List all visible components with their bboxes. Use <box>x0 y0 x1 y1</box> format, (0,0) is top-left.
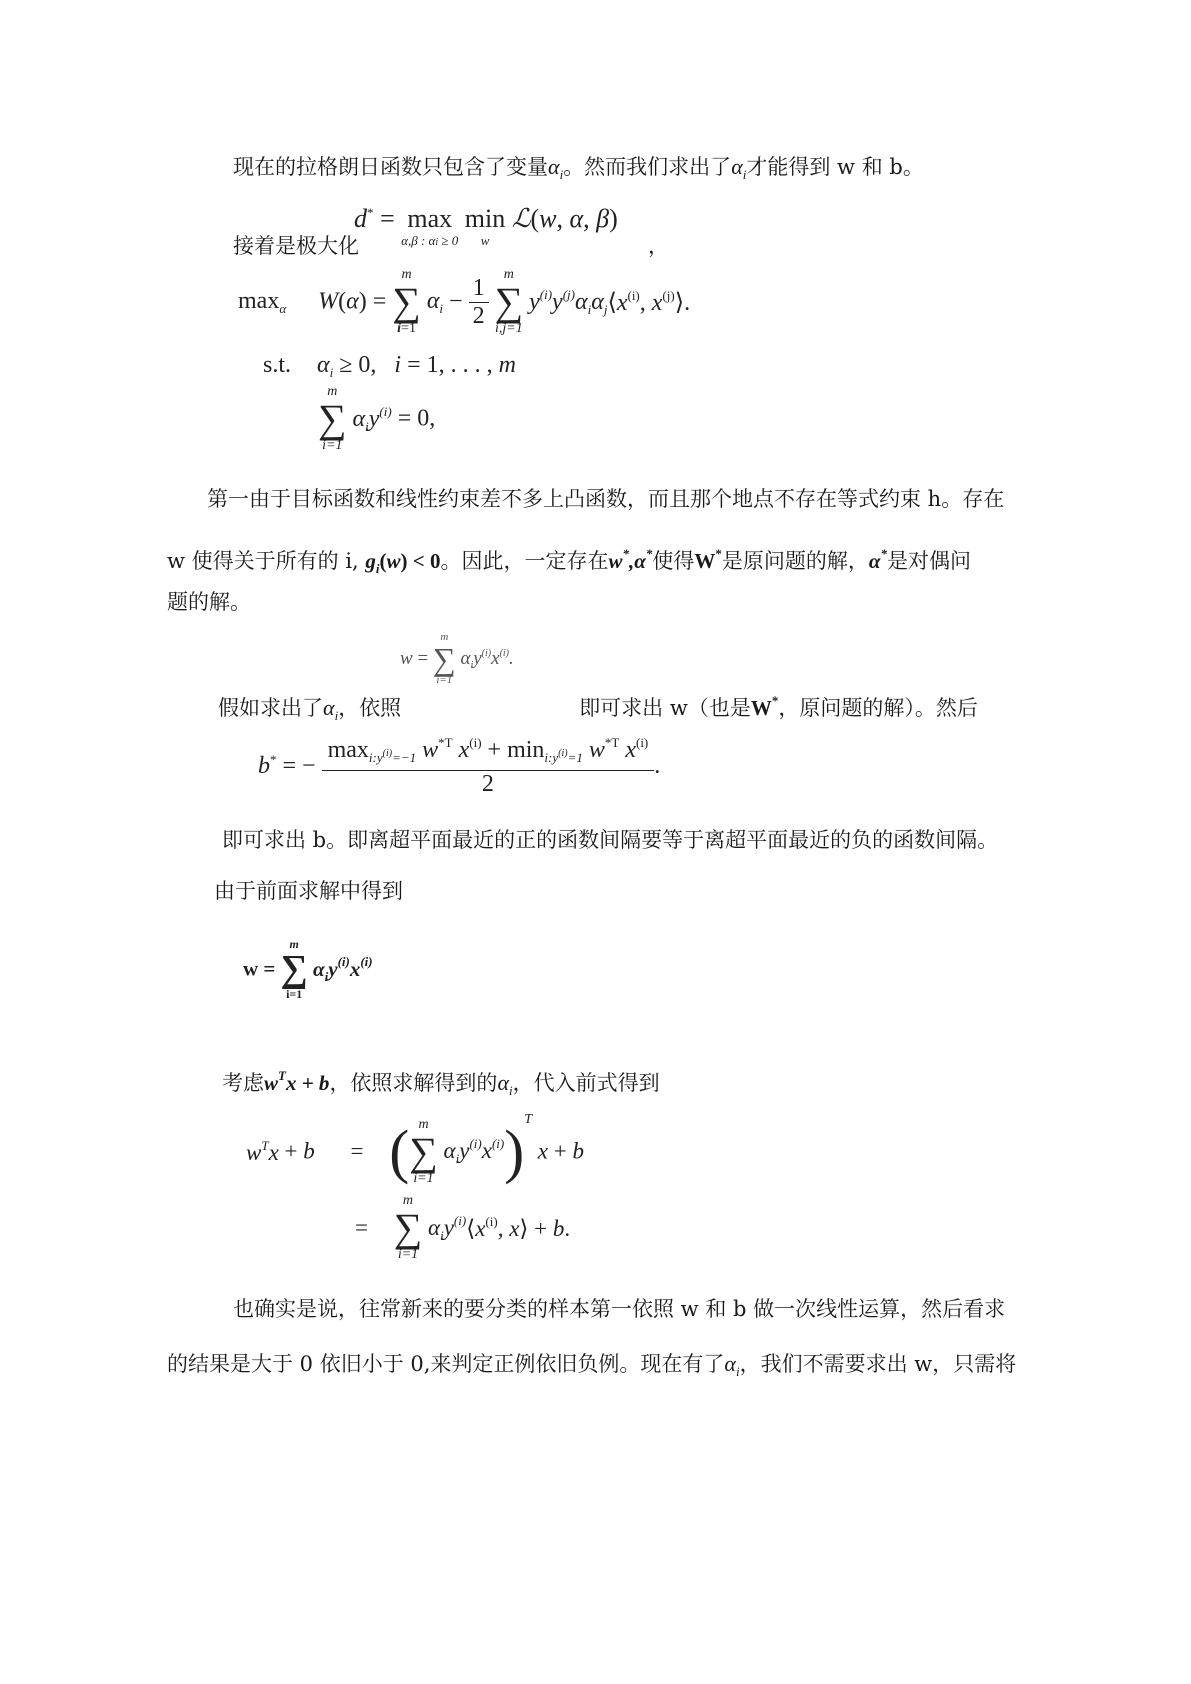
dual-objective: $\max_\alpha W(\alpha)$ = m ∑ i=1 $\alpha_i$ − $\frac{1}{2}$ m ∑ i,j=1 $y^{(i)}y^{(j)}\alpha_i\alpha_j⟨x^{(i)}$, $x^{(j)}⟩$. <box>238 267 691 336</box>
para3-line3: 题的解。 <box>167 590 251 614</box>
alpha-i-symbol: $\alpha_i$ <box>497 1070 513 1098</box>
kernel-expansion-line1: $w^Tx + b$ = ( m ∑ i=1 $\alpha_iy^{(i)}x^{(i)})^T$ x + b <box>246 1112 584 1186</box>
dual-equation: d* = max α,β : αi ≥ 0 min w ℒ(w, α, β) <box>354 204 618 248</box>
para5-line1: 即可求出 b。即离超平面最近的正的函数间隔要等于离超平面最近的负的函数间隔。 <box>222 828 999 852</box>
linear-expr-symbol: $w^Tx + b$ <box>264 1068 330 1095</box>
kernel-expansion-line2: = m ∑ i=1 $\alpha_iy^{(i)}⟨x^{(i)}$, x⟩ + b. <box>355 1193 571 1262</box>
dual-constraint-1: s.t. $\alpha_i \ge 0$, i = 1, . . . , m <box>263 352 516 380</box>
b-star-formula: b* = − $\frac{\max_{i:y^{(i)}=-1} w^{*T} x^{(i)} + \min_{i:y^{(i)}=1} w^{*T} x^{(i)}}{2}$ . <box>258 735 661 797</box>
para2-lead: 接着是极大化 <box>233 234 359 258</box>
w-star-symbol: W* <box>750 693 779 720</box>
alpha-i-symbol: $\alpha_i$ <box>548 154 564 182</box>
alpha-i-symbol: $\alpha_i$ <box>731 154 747 182</box>
para1: 现在的拉格朗日函数只包含了变量$\alpha_i$。然而我们求出了$\alpha_i$才能得到 w 和 b。 <box>233 154 924 182</box>
w-sum-formula: w = m ∑ i=1 $\alpha_iy^{(i)}x^{(i)}$ <box>243 937 373 1001</box>
dual-constraint-2: m ∑ i=1 $\alpha_iy^{(i)} = 0$, <box>318 384 436 453</box>
para6: 考虑$w^Tx + b$，依照求解得到的$\alpha_i$，代入前式得到 <box>222 1068 660 1098</box>
para3-line2: w 使得关于所有的 i, $g_i(w) < 0$。因此，一定存在w*,α*使得W*是原问题的解，α*是对偶问 <box>167 546 972 576</box>
alpha-i-symbol: $\alpha_i$ <box>323 695 339 723</box>
w-star-alpha-star-symbol: w*,α* <box>608 546 653 573</box>
w-star-symbol: W* <box>694 546 722 573</box>
para5-line2: 由于前面求解中得到 <box>214 879 403 903</box>
constraint-symbol: $g_i(w) < 0$ <box>365 549 441 576</box>
para4: 假如求出了$\alpha_i$，依照 即可求出 w（也是W*，原问题的解）。然后 <box>218 693 978 723</box>
w-formula: w = m ∑ i=1 $\alpha_iy^{(i)}x^{(i)}$. <box>400 631 514 686</box>
para3-line1: 第一由于目标函数和线性约束差不多上凸函数，而且那个地点不存在等式约束 h。存在 <box>207 487 1005 511</box>
alpha-i-symbol: $\alpha_i$ <box>724 1351 740 1379</box>
alpha-star-symbol: α* <box>868 546 888 573</box>
para7-line1: 也确实是说，往常新来的要分类的样本第一依照 w 和 b 做一次线性运算，然后看求 <box>233 1297 1006 1321</box>
para2-comma: ， <box>648 234 669 258</box>
para7-line2: 的结果是大于 0 依旧小于 0,来判定正例依旧负例。现在有了$\alpha_i$，我们不需要求出 w，只需将 <box>167 1351 1017 1379</box>
